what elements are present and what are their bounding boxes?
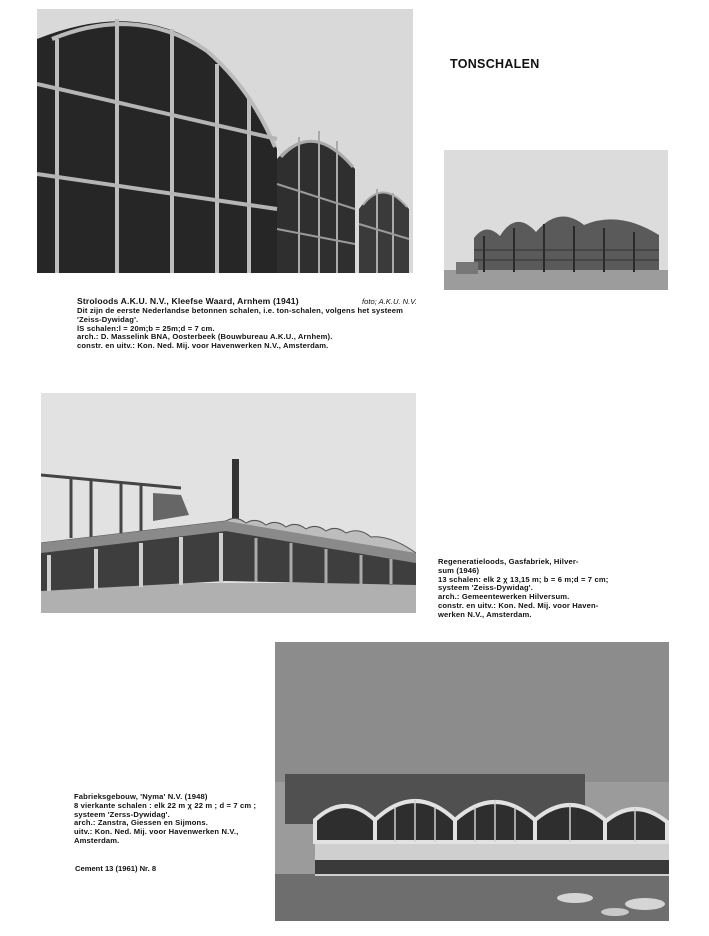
photo-credit-name: A.K.U. N.V. — [378, 297, 417, 306]
photo-nyma-factory — [275, 642, 669, 921]
caption-line: arch.: Gemeentewerken Hilversum. — [438, 592, 570, 602]
caption-line: systeem 'Zerss-Dywidag'. — [74, 809, 170, 819]
caption-line: Dit zijn de eerste Nederlandse betonnen schalen, i.e. ton-schalen, volgens het systeem — [77, 306, 404, 315]
caption-line: constr. en uitv.: Kon. Ned. Mij. voor Havenwerken N.V., Amsterdam. — [77, 341, 329, 351]
caption-line: Regeneratieloods, Gasfabriek, Hilver- — [438, 557, 579, 566]
footer-citation: Cement 13 (1961) Nr. 8 — [75, 864, 157, 873]
photo-construction-site — [444, 150, 668, 290]
caption-line: constr. en uitv.: Kon. Ned. Mij. voor Haven- — [438, 600, 599, 610]
caption-line: lS schalen:l = 20m;b = 25m;d = 7 cm. — [77, 323, 215, 333]
page-title: TONSCHALEN — [450, 57, 540, 71]
caption-line: Amsterdam. — [74, 835, 120, 845]
caption-line: 8 vierkante schalen : elk 22 m χ 22 m ; d = 7 cm ; — [74, 800, 257, 810]
caption-line: werken N.V., Amsterdam. — [438, 609, 532, 619]
caption-line: systeem 'Zeiss-Dywidag'. — [438, 583, 533, 593]
caption-line: 13 schalen: elk 2 χ 13,15 m; b = 6 m;d = 7 cm; — [438, 574, 609, 584]
caption-line: Fabrieksgebouw, 'Nyma' N.V. (1948) — [74, 792, 208, 801]
caption-line: arch.: D. Masselink BNA, Oosterbeek (Bouwbureau A.K.U., Arnhem). — [77, 332, 333, 342]
caption-line: uitv.: Kon. Ned. Mij. voor Havenwerken N.V., — [74, 827, 239, 837]
photo-credit — [362, 297, 417, 306]
caption-line: sum (1946) — [438, 565, 480, 575]
caption-heading-stroloods: Stroloods A.K.U. N.V., Kleefse Waard, Arnhem (1941) — [77, 296, 299, 306]
photo-regeneratieloods — [41, 393, 416, 613]
photo-stroloods-hall — [37, 9, 413, 273]
caption-line: arch.: Zanstra, Giessen en Sijmons. — [74, 818, 208, 828]
photo-credit-prefix: foto; — [362, 297, 379, 306]
caption-line: 'Zeiss-Dywidag'. — [77, 314, 139, 324]
